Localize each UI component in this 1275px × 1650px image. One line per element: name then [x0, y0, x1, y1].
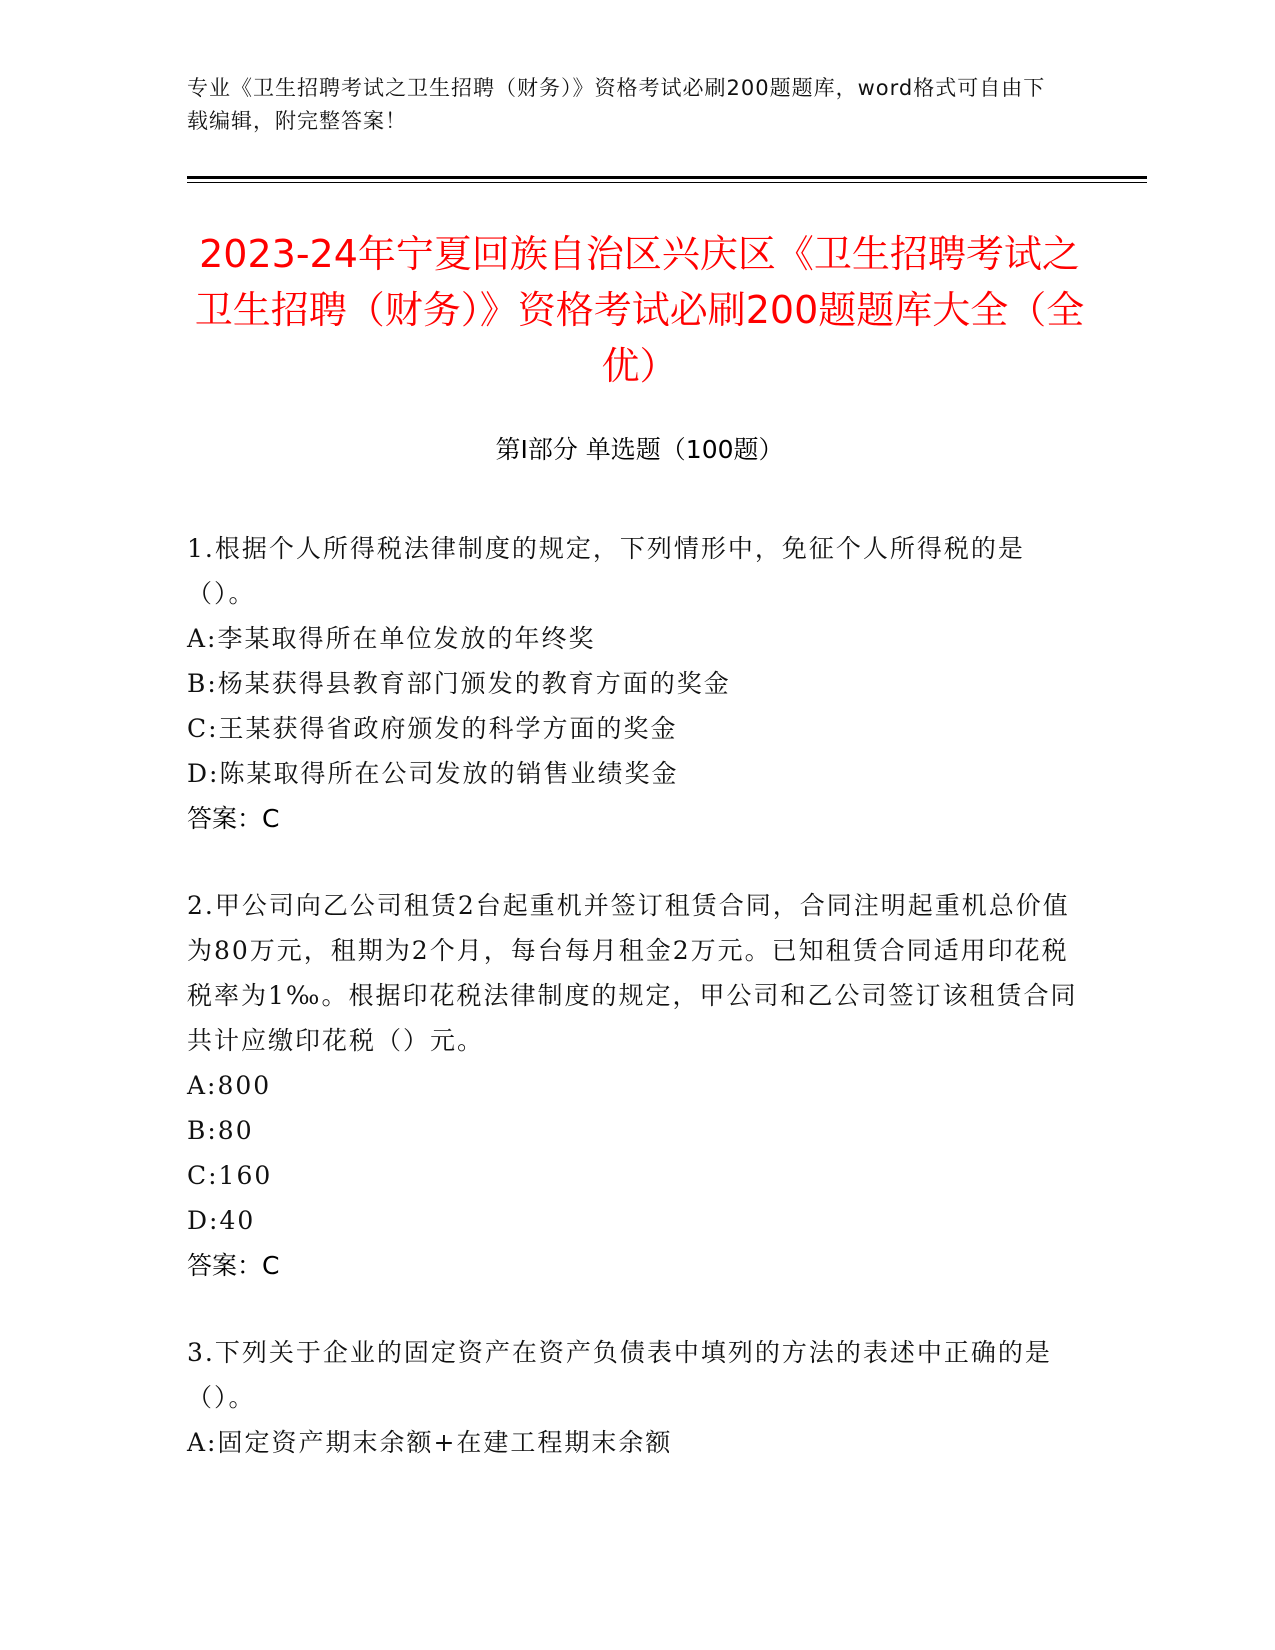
answer: 答案：C — [187, 1251, 280, 1280]
question-1 — [187, 526, 1087, 841]
question-text: 3.下列关于企业的固定资产在资产负债表中填列的方法的表述中正确的是（）。 — [187, 1338, 1052, 1412]
option-c: C:王某获得省政府颁发的科学方面的奖金 — [187, 714, 678, 743]
question-2 — [187, 883, 1087, 1288]
option-a: A:固定资产期末余额+在建工程期末余额 — [187, 1428, 673, 1457]
question-text: 2.甲公司向乙公司租赁2台起重机并签订租赁合同，合同注明起重机总价值为80万元，租期为2个月，每台每月租金2万元。已知租赁合同适用印花税税率为1‰。根据印花税法律制度的规定，甲公司和乙公司签订该租赁合同共计应缴印花税（）元。 — [187, 891, 1078, 1055]
header-divider-thin — [187, 182, 1147, 183]
option-c: C:160 — [187, 1161, 273, 1190]
option-a: A:800 — [187, 1071, 272, 1100]
question-list — [187, 526, 1087, 1507]
option-b: B:杨某获得县教育部门颁发的教育方面的奖金 — [187, 669, 731, 698]
option-d: D:40 — [187, 1206, 256, 1235]
option-d: D:陈某取得所在公司发放的销售业绩奖金 — [187, 759, 679, 788]
header-divider-thick — [187, 176, 1147, 179]
option-a: A:李某取得所在单位发放的年终奖 — [187, 624, 596, 653]
header-note: 专业《卫生招聘考试之卫生招聘（财务）》资格考试必刷200题题库，word格式可自由下载编辑，附完整答案！ — [187, 76, 1046, 133]
section-title: 第I部分 单选题（100题） — [495, 435, 784, 464]
answer: 答案：C — [187, 804, 280, 833]
question-text: 1.根据个人所得税法律制度的规定，下列情形中，免征个人所得税的是（）。 — [187, 534, 1025, 608]
question-3 — [187, 1330, 1087, 1465]
document-title: 2023-24年宁夏回族自治区兴庆区《卫生招聘考试之卫生招聘（财务）》资格考试必刷200题题库大全（全优） — [194, 232, 1085, 388]
option-b: B:80 — [187, 1116, 254, 1145]
